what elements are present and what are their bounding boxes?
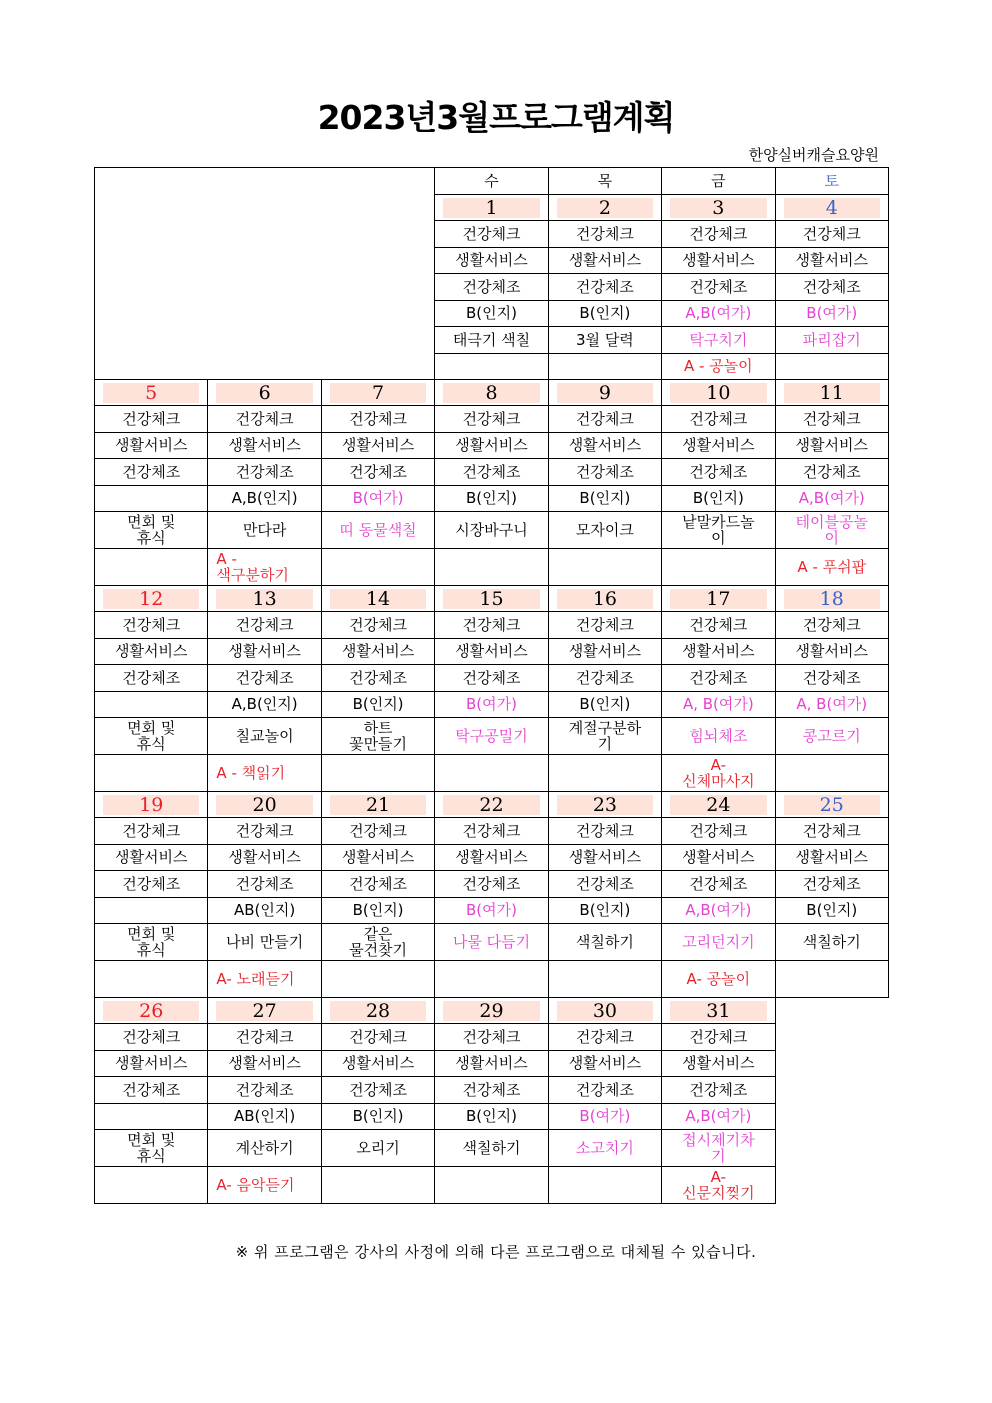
program-cell: 건강체조 bbox=[435, 274, 548, 301]
program-cell: 색칠하기 bbox=[775, 924, 888, 961]
program-cell: 생활서비스 bbox=[662, 432, 775, 459]
program-cell: 건강체조 bbox=[548, 459, 661, 486]
program-cell: 생활서비스 bbox=[208, 638, 321, 665]
program-cell: B(인지) bbox=[435, 300, 548, 327]
program-cell: 건강체크 bbox=[548, 1024, 661, 1051]
program-cell: 건강체조 bbox=[775, 665, 888, 692]
program-cell: 생활서비스 bbox=[208, 1050, 321, 1077]
program-cell: 탁구공밀기 bbox=[435, 718, 548, 755]
program-cell: 건강체조 bbox=[321, 459, 434, 486]
program-cell: 생활서비스 bbox=[775, 247, 888, 274]
date-number: 7 bbox=[330, 383, 426, 403]
program-cell: 면회 및 휴식 bbox=[95, 1130, 208, 1167]
date-cell bbox=[662, 998, 775, 1024]
program-cell: 건강체조 bbox=[95, 459, 208, 486]
program-cell: 건강체조 bbox=[548, 274, 661, 301]
program-cell: A - 푸쉬팝 bbox=[775, 549, 888, 586]
program-cell: 면회 및 휴식 bbox=[95, 718, 208, 755]
program-cell: 건강체조 bbox=[662, 274, 775, 301]
date-number: 12 bbox=[103, 589, 199, 609]
footnote: ※ 위 프로그램은 강사의 사정에 의해 다른 프로그램으로 대체될 수 있습니다. bbox=[235, 1243, 757, 1261]
program-row bbox=[95, 1103, 889, 1130]
date-number: 4 bbox=[784, 198, 880, 218]
program-cell: 건강체크 bbox=[95, 818, 208, 845]
program-cell: B(인지) bbox=[662, 485, 775, 512]
date-cell bbox=[321, 586, 434, 612]
program-cell bbox=[95, 1167, 208, 1204]
program-cell: 시장바구니 bbox=[435, 512, 548, 549]
program-row bbox=[95, 512, 889, 549]
date-number: 22 bbox=[443, 795, 539, 815]
program-cell: 생활서비스 bbox=[662, 247, 775, 274]
program-cell bbox=[95, 961, 208, 998]
program-cell: 건강체크 bbox=[662, 406, 775, 433]
date-number: 29 bbox=[443, 1001, 539, 1021]
date-cell bbox=[208, 998, 321, 1024]
program-cell bbox=[548, 1167, 661, 1204]
program-cell: 모자이크 bbox=[548, 512, 661, 549]
program-cell: A- 신문지찢기 bbox=[662, 1167, 775, 1204]
program-row bbox=[95, 665, 889, 692]
program-row bbox=[95, 844, 889, 871]
program-cell: A, B(여가) bbox=[775, 691, 888, 718]
program-cell: 건강체크 bbox=[321, 818, 434, 845]
date-row bbox=[95, 380, 889, 406]
empty-cell bbox=[775, 1077, 888, 1104]
program-cell: 건강체조 bbox=[662, 459, 775, 486]
date-cell bbox=[435, 998, 548, 1024]
program-row bbox=[95, 691, 889, 718]
program-cell: B(인지) bbox=[321, 1103, 434, 1130]
empty-cell bbox=[775, 1167, 888, 1204]
program-cell: 건강체크 bbox=[775, 406, 888, 433]
program-cell bbox=[548, 549, 661, 586]
empty-cell bbox=[775, 1103, 888, 1130]
program-cell: A,B(인지) bbox=[208, 691, 321, 718]
program-cell: 건강체크 bbox=[321, 406, 434, 433]
program-cell: B(여가) bbox=[435, 691, 548, 718]
program-row bbox=[95, 406, 889, 433]
program-cell: 띠 동물색칠 bbox=[321, 512, 434, 549]
date-number: 31 bbox=[670, 1001, 766, 1021]
program-cell: AB(인지) bbox=[208, 1103, 321, 1130]
program-cell: 생활서비스 bbox=[662, 638, 775, 665]
program-cell bbox=[321, 755, 434, 792]
program-cell: B(여가) bbox=[775, 300, 888, 327]
program-cell bbox=[321, 1167, 434, 1204]
program-row bbox=[95, 1077, 889, 1104]
program-cell: 생활서비스 bbox=[95, 432, 208, 459]
program-cell: A,B(여가) bbox=[775, 485, 888, 512]
date-cell bbox=[95, 380, 208, 406]
date-number: 18 bbox=[784, 589, 880, 609]
program-cell: 낱말카드놀 이 bbox=[662, 512, 775, 549]
program-cell: 건강체조 bbox=[208, 1077, 321, 1104]
date-cell bbox=[775, 195, 888, 221]
program-cell: 건강체조 bbox=[548, 1077, 661, 1104]
program-row bbox=[95, 612, 889, 639]
program-cell: A, B(여가) bbox=[662, 691, 775, 718]
program-cell bbox=[95, 691, 208, 718]
empty-cell bbox=[775, 1130, 888, 1167]
program-cell: 건강체조 bbox=[662, 871, 775, 898]
weekday-header-row bbox=[95, 168, 889, 195]
date-number: 13 bbox=[216, 589, 312, 609]
program-cell: 건강체크 bbox=[435, 612, 548, 639]
date-cell bbox=[775, 792, 888, 818]
program-cell: 건강체조 bbox=[95, 1077, 208, 1104]
date-cell bbox=[662, 195, 775, 221]
date-number: 10 bbox=[670, 383, 766, 403]
program-cell: 건강체크 bbox=[208, 1024, 321, 1051]
program-cell: B(여가) bbox=[548, 1103, 661, 1130]
date-cell bbox=[662, 586, 775, 612]
date-number: 28 bbox=[330, 1001, 426, 1021]
date-cell bbox=[548, 998, 661, 1024]
program-row bbox=[95, 871, 889, 898]
empty-cell bbox=[775, 1050, 888, 1077]
program-cell: 건강체크 bbox=[435, 818, 548, 845]
date-cell bbox=[435, 586, 548, 612]
date-number: 20 bbox=[216, 795, 312, 815]
program-cell: 힘뇌체조 bbox=[662, 718, 775, 755]
program-cell: B(인지) bbox=[548, 691, 661, 718]
program-cell: 생활서비스 bbox=[95, 638, 208, 665]
program-cell: 건강체조 bbox=[208, 459, 321, 486]
calendar-body bbox=[95, 168, 889, 380]
program-cell: A- 공놀이 bbox=[662, 961, 775, 998]
program-cell: 나비 만들기 bbox=[208, 924, 321, 961]
program-cell bbox=[548, 961, 661, 998]
program-cell: 하트 꽃만들기 bbox=[321, 718, 434, 755]
program-cell: 생활서비스 bbox=[775, 638, 888, 665]
program-cell: A,B(여가) bbox=[662, 300, 775, 327]
program-row bbox=[95, 1024, 889, 1051]
program-cell: 만다라 bbox=[208, 512, 321, 549]
program-cell: 생활서비스 bbox=[208, 844, 321, 871]
date-row bbox=[95, 792, 889, 818]
date-number: 23 bbox=[557, 795, 653, 815]
program-row bbox=[95, 485, 889, 512]
date-number: 1 bbox=[443, 198, 539, 218]
program-cell: A,B(여가) bbox=[662, 897, 775, 924]
program-cell: B(여가) bbox=[435, 897, 548, 924]
program-cell: 생활서비스 bbox=[435, 844, 548, 871]
program-cell: 건강체크 bbox=[662, 818, 775, 845]
program-row bbox=[95, 818, 889, 845]
program-cell: 건강체크 bbox=[775, 818, 888, 845]
program-cell: 건강체크 bbox=[321, 612, 434, 639]
program-cell: 면회 및 휴식 bbox=[95, 512, 208, 549]
program-cell: 생활서비스 bbox=[321, 844, 434, 871]
program-cell: 건강체크 bbox=[662, 221, 775, 248]
program-cell: 생활서비스 bbox=[435, 247, 548, 274]
date-number: 21 bbox=[330, 795, 426, 815]
program-cell: 태극기 색칠 bbox=[435, 327, 548, 354]
weeks-body bbox=[95, 380, 889, 1204]
date-number: 19 bbox=[103, 795, 199, 815]
program-cell: 생활서비스 bbox=[95, 844, 208, 871]
program-cell: 건강체조 bbox=[321, 665, 434, 692]
program-cell bbox=[95, 485, 208, 512]
date-cell bbox=[775, 586, 888, 612]
program-cell: 건강체크 bbox=[321, 1024, 434, 1051]
date-number: 2 bbox=[557, 198, 653, 218]
program-cell: B(인지) bbox=[775, 897, 888, 924]
program-row bbox=[95, 924, 889, 961]
program-cell: 생활서비스 bbox=[775, 432, 888, 459]
program-cell bbox=[435, 1167, 548, 1204]
program-cell: 건강체조 bbox=[662, 1077, 775, 1104]
date-cell bbox=[435, 380, 548, 406]
program-cell: 건강체크 bbox=[435, 1024, 548, 1051]
date-cell bbox=[662, 792, 775, 818]
program-cell bbox=[95, 755, 208, 792]
date-number: 11 bbox=[784, 383, 880, 403]
program-cell: 파리잡기 bbox=[775, 327, 888, 354]
program-cell: 소고치기 bbox=[548, 1130, 661, 1167]
weekday-wed: 수 bbox=[435, 168, 548, 195]
program-cell: 생활서비스 bbox=[321, 638, 434, 665]
program-cell: B(인지) bbox=[321, 691, 434, 718]
program-row bbox=[95, 549, 889, 586]
program-cell: 생활서비스 bbox=[435, 432, 548, 459]
program-cell: 생활서비스 bbox=[208, 432, 321, 459]
program-cell: 건강체크 bbox=[548, 612, 661, 639]
program-cell: 건강체조 bbox=[435, 459, 548, 486]
date-cell bbox=[95, 998, 208, 1024]
program-cell: 건강체크 bbox=[95, 1024, 208, 1051]
empty-leading-days bbox=[95, 168, 435, 380]
program-cell: 건강체조 bbox=[321, 1077, 434, 1104]
date-number: 6 bbox=[216, 383, 312, 403]
program-cell bbox=[95, 549, 208, 586]
calendar-table bbox=[94, 167, 889, 1204]
program-cell: B(여가) bbox=[321, 485, 434, 512]
page-title: 2023년3월프로그램계획 bbox=[317, 98, 675, 137]
program-cell: 건강체조 bbox=[321, 871, 434, 898]
date-cell bbox=[548, 586, 661, 612]
program-cell: B(인지) bbox=[435, 485, 548, 512]
weekday-sat: 토 bbox=[775, 168, 888, 195]
date-cell bbox=[208, 792, 321, 818]
program-row bbox=[95, 459, 889, 486]
program-cell: B(인지) bbox=[435, 1103, 548, 1130]
program-cell: 생활서비스 bbox=[435, 1050, 548, 1077]
program-cell: 생활서비스 bbox=[548, 1050, 661, 1077]
program-cell: A - 색구분하기 bbox=[208, 549, 321, 586]
program-cell: 생활서비스 bbox=[548, 844, 661, 871]
program-cell: 건강체크 bbox=[95, 406, 208, 433]
program-cell: 생활서비스 bbox=[548, 638, 661, 665]
program-cell: A,B(인지) bbox=[208, 485, 321, 512]
program-cell: 건강체크 bbox=[548, 221, 661, 248]
program-cell: 건강체크 bbox=[435, 406, 548, 433]
date-cell bbox=[775, 380, 888, 406]
program-cell: 건강체크 bbox=[775, 612, 888, 639]
program-cell: 건강체조 bbox=[435, 1077, 548, 1104]
program-cell: 생활서비스 bbox=[548, 432, 661, 459]
program-cell: 생활서비스 bbox=[662, 1050, 775, 1077]
date-number: 8 bbox=[443, 383, 539, 403]
date-cell bbox=[548, 380, 661, 406]
program-cell: 건강체조 bbox=[548, 871, 661, 898]
program-row bbox=[95, 897, 889, 924]
date-cell bbox=[321, 998, 434, 1024]
program-cell: 고리던지기 bbox=[662, 924, 775, 961]
date-cell bbox=[321, 380, 434, 406]
program-cell: 건강체조 bbox=[775, 871, 888, 898]
program-cell: 색칠하기 bbox=[548, 924, 661, 961]
program-cell: B(인지) bbox=[321, 897, 434, 924]
program-cell bbox=[775, 755, 888, 792]
program-cell: 생활서비스 bbox=[548, 247, 661, 274]
program-cell: 건강체크 bbox=[662, 1024, 775, 1051]
program-cell bbox=[435, 755, 548, 792]
program-cell: 생활서비스 bbox=[435, 638, 548, 665]
program-row bbox=[95, 1167, 889, 1204]
program-cell bbox=[435, 353, 548, 380]
program-cell bbox=[775, 353, 888, 380]
date-number: 26 bbox=[103, 1001, 199, 1021]
program-cell bbox=[662, 549, 775, 586]
date-cell bbox=[662, 380, 775, 406]
program-cell: 접시제기차 기 bbox=[662, 1130, 775, 1167]
date-cell bbox=[208, 380, 321, 406]
program-cell: 건강체크 bbox=[548, 818, 661, 845]
program-cell: 칠교놀이 bbox=[208, 718, 321, 755]
date-number: 16 bbox=[557, 589, 653, 609]
program-cell: 나물 다듬기 bbox=[435, 924, 548, 961]
date-number: 5 bbox=[103, 383, 199, 403]
program-cell: 콩고르기 bbox=[775, 718, 888, 755]
program-row bbox=[95, 961, 889, 998]
program-cell: B(인지) bbox=[548, 485, 661, 512]
program-cell bbox=[548, 353, 661, 380]
program-cell: 건강체크 bbox=[775, 221, 888, 248]
program-cell: 계절구분하 기 bbox=[548, 718, 661, 755]
program-cell bbox=[435, 961, 548, 998]
program-cell: 건강체조 bbox=[435, 871, 548, 898]
date-number: 24 bbox=[670, 795, 766, 815]
date-number: 25 bbox=[784, 795, 880, 815]
program-cell: A - 책읽기 bbox=[208, 755, 321, 792]
program-cell: 건강체조 bbox=[208, 665, 321, 692]
program-cell: B(인지) bbox=[548, 897, 661, 924]
program-cell: 건강체조 bbox=[95, 665, 208, 692]
program-row bbox=[95, 432, 889, 459]
program-cell: A,B(여가) bbox=[662, 1103, 775, 1130]
program-cell: 건강체조 bbox=[95, 871, 208, 898]
program-cell bbox=[548, 755, 661, 792]
date-number: 30 bbox=[557, 1001, 653, 1021]
date-cell bbox=[321, 792, 434, 818]
program-cell: 건강체크 bbox=[662, 612, 775, 639]
program-cell: 건강체크 bbox=[208, 406, 321, 433]
program-cell bbox=[775, 961, 888, 998]
program-cell: 건강체조 bbox=[662, 665, 775, 692]
program-cell: A- 노래듣기 bbox=[208, 961, 321, 998]
program-cell: 건강체크 bbox=[208, 612, 321, 639]
weekday-fri: 금 bbox=[662, 168, 775, 195]
date-cell bbox=[548, 792, 661, 818]
date-number: 27 bbox=[216, 1001, 312, 1021]
program-cell: 건강체조 bbox=[775, 459, 888, 486]
program-cell: 건강체크 bbox=[435, 221, 548, 248]
date-number: 3 bbox=[670, 198, 766, 218]
organization-name: 한양실버캐슬요양원 bbox=[748, 146, 879, 164]
program-cell bbox=[95, 897, 208, 924]
program-row bbox=[95, 638, 889, 665]
date-number: 9 bbox=[557, 383, 653, 403]
empty-cell bbox=[775, 998, 888, 1024]
program-cell: 건강체조 bbox=[435, 665, 548, 692]
program-cell: 건강체조 bbox=[548, 665, 661, 692]
program-cell bbox=[321, 549, 434, 586]
program-row bbox=[95, 1050, 889, 1077]
program-row bbox=[95, 718, 889, 755]
program-cell: 같은 물건찾기 bbox=[321, 924, 434, 961]
program-row bbox=[95, 1130, 889, 1167]
program-cell bbox=[95, 1103, 208, 1130]
program-cell bbox=[435, 549, 548, 586]
date-cell bbox=[95, 792, 208, 818]
empty-cell bbox=[775, 1024, 888, 1051]
weekday-thu: 목 bbox=[548, 168, 661, 195]
date-number: 17 bbox=[670, 589, 766, 609]
program-cell: A- 신체마사지 bbox=[662, 755, 775, 792]
program-cell: 테이블공놀 이 bbox=[775, 512, 888, 549]
program-cell: 건강체크 bbox=[95, 612, 208, 639]
date-cell bbox=[208, 586, 321, 612]
program-cell: 생활서비스 bbox=[321, 432, 434, 459]
program-cell: 건강체크 bbox=[208, 818, 321, 845]
program-row bbox=[95, 755, 889, 792]
date-cell bbox=[548, 195, 661, 221]
program-cell: 건강체크 bbox=[548, 406, 661, 433]
program-cell: AB(인지) bbox=[208, 897, 321, 924]
program-cell: 생활서비스 bbox=[775, 844, 888, 871]
program-cell: 3월 달력 bbox=[548, 327, 661, 354]
program-cell: 건강체조 bbox=[775, 274, 888, 301]
program-cell: B(인지) bbox=[548, 300, 661, 327]
program-cell: 생활서비스 bbox=[95, 1050, 208, 1077]
program-cell: 건강체조 bbox=[208, 871, 321, 898]
program-cell: A- 음악듣기 bbox=[208, 1167, 321, 1204]
date-cell bbox=[95, 586, 208, 612]
program-cell: 오리기 bbox=[321, 1130, 434, 1167]
program-cell: 생활서비스 bbox=[662, 844, 775, 871]
date-row bbox=[95, 998, 889, 1024]
date-cell bbox=[435, 792, 548, 818]
date-row bbox=[95, 586, 889, 612]
date-number: 14 bbox=[330, 589, 426, 609]
date-cell bbox=[435, 195, 548, 221]
program-cell: 계산하기 bbox=[208, 1130, 321, 1167]
program-cell: 면회 및 휴식 bbox=[95, 924, 208, 961]
program-cell bbox=[321, 961, 434, 998]
program-cell: A - 공놀이 bbox=[662, 353, 775, 380]
program-cell: 색칠하기 bbox=[435, 1130, 548, 1167]
date-number: 15 bbox=[443, 589, 539, 609]
program-cell: 탁구치기 bbox=[662, 327, 775, 354]
program-cell: 생활서비스 bbox=[321, 1050, 434, 1077]
